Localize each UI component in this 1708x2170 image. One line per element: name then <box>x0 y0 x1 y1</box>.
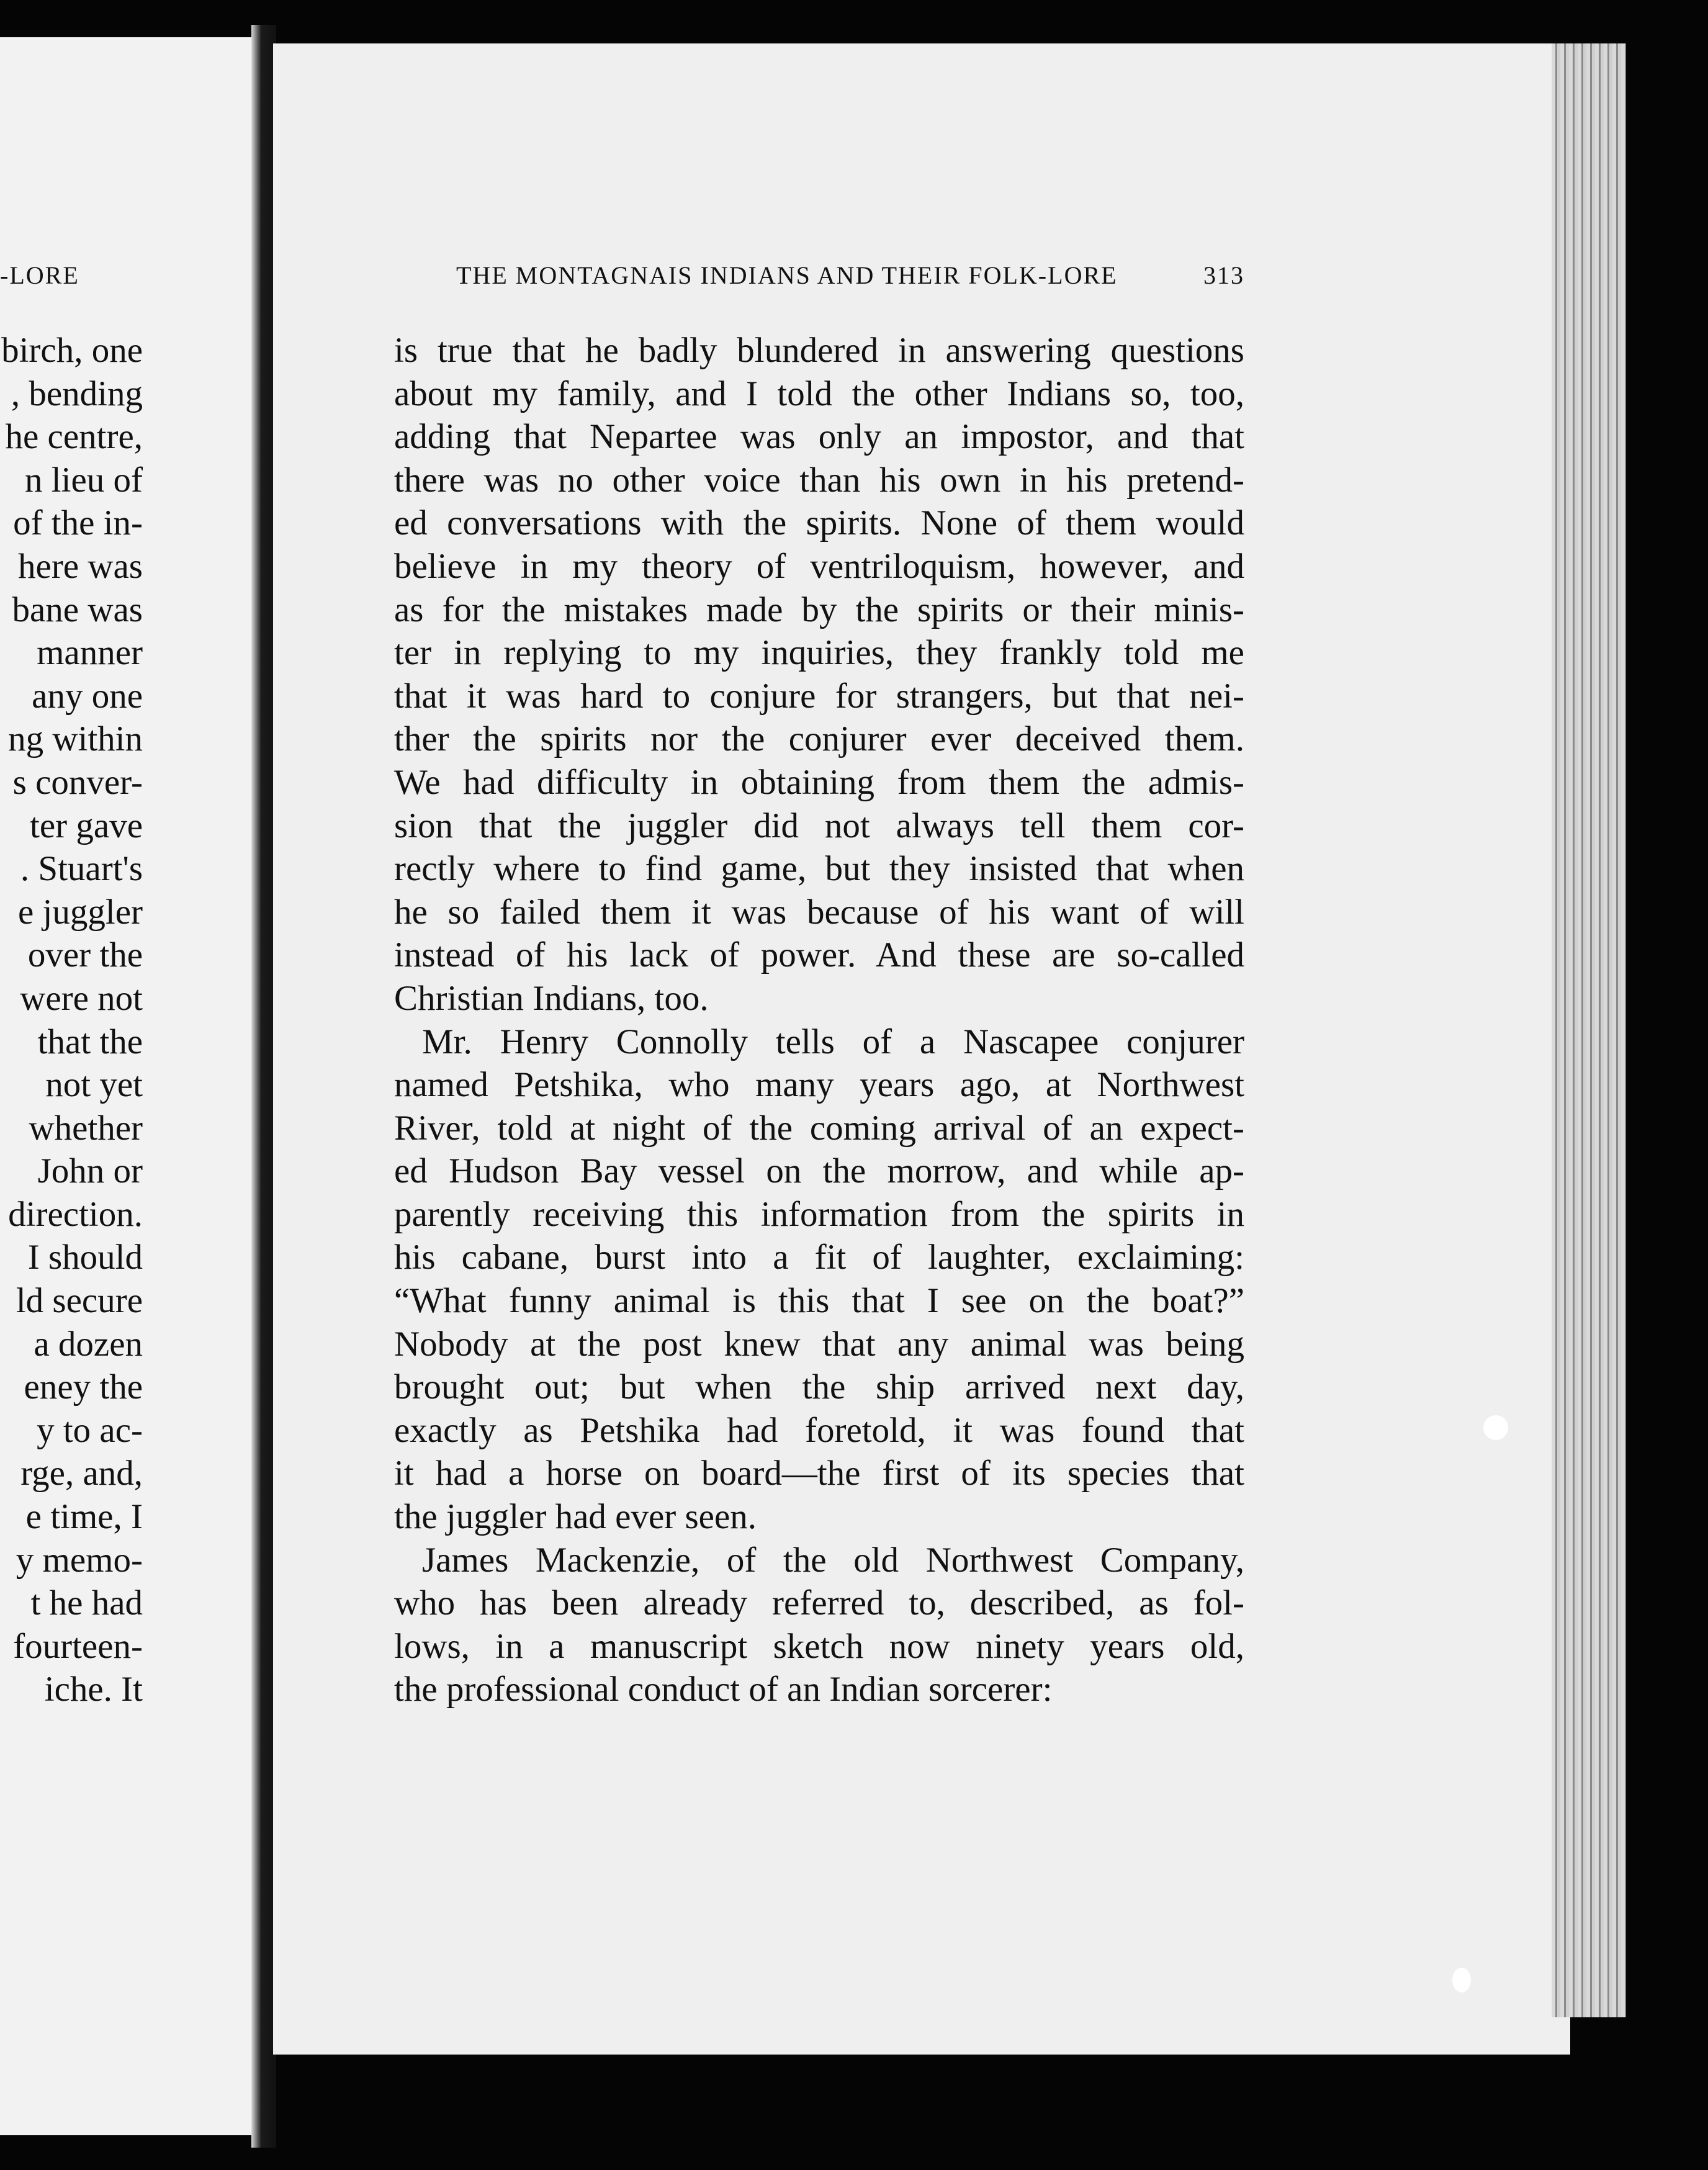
text-line: over the <box>27 935 143 975</box>
text-line: , bending <box>11 374 143 413</box>
text-line: e juggler <box>17 892 143 932</box>
text-line: is true that he badly blundered in answering questions <box>394 331 1244 370</box>
text-line: Mr. Henry Connolly tells of a Nascapee conjurer <box>422 1022 1244 1061</box>
text-line: parently receiving this information from the spirits in <box>394 1194 1244 1234</box>
text-line: direction. <box>8 1194 143 1234</box>
text-line: the juggler had ever seen. <box>394 1497 757 1537</box>
text-line: . Stuart's <box>20 849 143 889</box>
page-edges <box>1552 43 1626 2017</box>
text-line: any one <box>32 676 143 716</box>
text-line: ng within <box>8 719 143 759</box>
text-line: not yet <box>45 1065 143 1105</box>
paper-speck <box>1483 1415 1508 1440</box>
text-line: rectly where to find game, but they insisted that when <box>394 849 1244 889</box>
text-line: were not <box>20 978 143 1018</box>
paper-speck <box>1452 1968 1471 1992</box>
text-line: sion that the juggler did not always tell them cor- <box>394 806 1244 845</box>
text-line: who has been already referred to, described, as fol- <box>394 1583 1244 1623</box>
running-head-title: THE MONTAGNAIS INDIANS AND THEIR FOLK-LORE <box>456 261 1118 289</box>
text-line: eney the <box>24 1367 143 1407</box>
text-line: that the <box>37 1022 143 1061</box>
text-line: adding that Nepartee was only an impostor, and that <box>394 417 1244 457</box>
text-line: s conver- <box>12 762 143 802</box>
text-line: t he had <box>30 1583 143 1623</box>
text-line: manner <box>37 633 143 673</box>
text-line: brought out; but when the ship arrived next day, <box>394 1367 1244 1407</box>
text-line: ed conversations with the spirits. None of them would <box>394 503 1244 543</box>
page-number: 313 <box>1203 261 1244 289</box>
text-line: y to ac- <box>37 1410 143 1450</box>
text-line: he so failed them it was because of his want of will <box>394 892 1244 932</box>
text-line: believe in my theory of ventriloquism, however, and <box>394 546 1244 586</box>
text-line: whether <box>29 1108 143 1148</box>
text-line: ter in replying to my inquiries, they frankly told me <box>394 633 1244 673</box>
book-gutter <box>251 25 276 2148</box>
text-line: the professional conduct of an Indian sorcerer: <box>394 1670 1053 1709</box>
text-line: here was <box>18 546 143 586</box>
text-line: y memo- <box>16 1540 143 1580</box>
text-line: rge, and, <box>20 1454 143 1493</box>
text-line: John or <box>37 1151 143 1191</box>
text-line: there was no other voice than his own in his pretend- <box>394 460 1244 500</box>
text-line: ld secure <box>16 1281 143 1321</box>
text-line: of the in- <box>13 503 143 543</box>
text-line: lows, in a manuscript sketch now ninety years old, <box>394 1626 1244 1666</box>
text-line: ed Hudson Bay vessel on the morrow, and while ap- <box>394 1151 1244 1191</box>
text-line: exactly as Petshika had foretold, it was found that <box>394 1410 1244 1450</box>
text-line: as for the mistakes made by the spirits or their minis- <box>394 590 1244 629</box>
left-running-head: -LORE <box>0 261 79 289</box>
text-line: I should <box>27 1238 143 1277</box>
text-line: Christian Indians, too. <box>394 978 709 1018</box>
text-line: James Mackenzie, of the old Northwest Company, <box>422 1540 1244 1580</box>
text-line: about my family, and I told the other Indians so, too, <box>394 374 1244 413</box>
text-line: n lieu of <box>25 460 143 500</box>
text-line: ter gave <box>30 806 143 845</box>
text-line: birch, one <box>1 331 143 370</box>
text-line: a dozen <box>34 1324 143 1364</box>
text-line: it had a horse on board—the first of its species that <box>394 1454 1244 1493</box>
text-line: fourteen- <box>13 1626 143 1666</box>
text-line: iche. It <box>44 1670 143 1709</box>
text-line: River, told at night of the coming arrival of an expect- <box>394 1108 1244 1148</box>
text-line: e time, I <box>25 1497 143 1537</box>
text-line: Nobody at the post knew that any animal was being <box>394 1324 1244 1364</box>
text-line: ther the spirits nor the conjurer ever deceived them. <box>394 719 1244 759</box>
running-head <box>456 261 1251 290</box>
text-line: We had difficulty in obtaining from them the admis- <box>394 762 1244 802</box>
body-text <box>394 329 1244 1711</box>
text-line: named Petshika, who many years ago, at Northwest <box>394 1065 1244 1105</box>
text-line: bane was <box>12 590 143 629</box>
left-page-text <box>0 329 143 1711</box>
text-line: instead of his lack of power. And these are so-called <box>394 935 1244 975</box>
text-line: “What funny animal is this that I see on the boat?” <box>394 1281 1244 1321</box>
text-line: that it was hard to conjure for strangers, but that nei- <box>394 676 1244 716</box>
text-line: his cabane, burst into a fit of laughter, exclaiming: <box>394 1238 1244 1277</box>
text-line: he centre, <box>5 417 143 457</box>
